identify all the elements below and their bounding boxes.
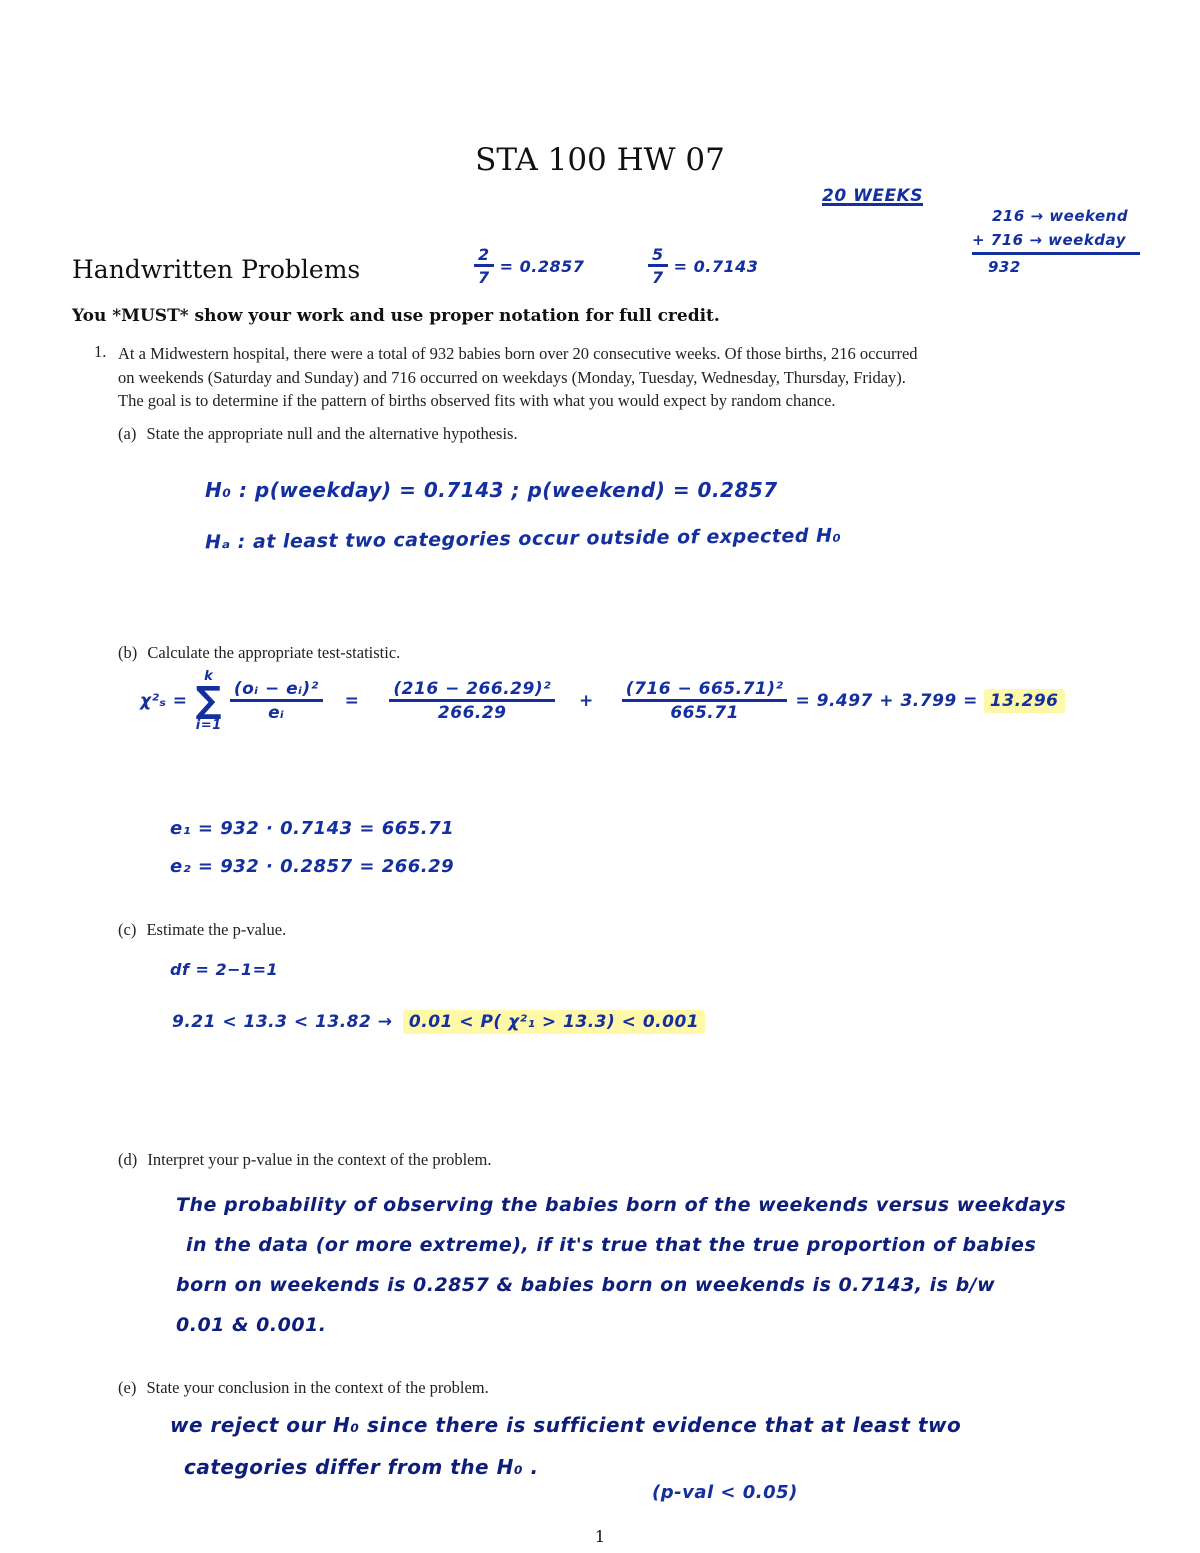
interpretation-line: in the data (or more extreme), if it's true that the true proportion of babies: [186, 1234, 1037, 1256]
weekend-term: [389, 680, 555, 722]
fraction-numerator: 2: [474, 246, 494, 267]
fraction-value: = 0.2857: [499, 256, 585, 276]
interpretation-line: 0.01 & 0.001.: [176, 1314, 327, 1336]
part-c-prompt: [118, 920, 286, 940]
summation: [196, 670, 222, 732]
fraction-denominator: 7: [652, 267, 664, 287]
chi-square-lhs: χ²ₛ =: [140, 691, 188, 711]
plus-sign: +: [579, 691, 594, 711]
sum-total: 932: [988, 258, 1021, 276]
p-value-note: (p-val < 0.05): [652, 1482, 798, 1503]
chi-square-formula: [140, 670, 1065, 732]
instruction: You *MUST* show your work and use proper notation for full credit.: [72, 306, 720, 326]
sum-line-weekend: 216 → weekend: [992, 207, 1129, 225]
problem-line: The goal is to determine if the pattern of births observed fits with what you would expect by random chance.: [118, 391, 836, 410]
null-hypothesis: H₀ : p(weekday) = 0.7143 ; p(weekend) = 0.2857: [205, 478, 778, 502]
conclusion-line: we reject our H₀ since there is sufficient evidence that at least two: [170, 1413, 962, 1437]
fraction-weekday-note: [648, 246, 758, 286]
p-value-interval: 0.01 < P( χ²₁ > 13.3) < 0.001: [403, 1010, 705, 1034]
p-value-estimate: [172, 1012, 705, 1032]
fraction-value: = 0.7143: [673, 256, 759, 276]
part-e-prompt: [118, 1378, 489, 1398]
term-numerator: (oᵢ − eᵢ)²: [230, 680, 323, 702]
part-a-prompt: [118, 424, 518, 444]
equals-sign: =: [344, 691, 360, 711]
summation-top: k: [204, 669, 214, 684]
summation-icon: ∑: [195, 680, 222, 721]
fraction-denominator: 7: [478, 267, 490, 287]
p-value-interpretation: [176, 1185, 1066, 1345]
section-title: Handwritten Problems: [72, 255, 361, 284]
expected-e1: e₁ = 932 · 0.7143 = 665.71: [170, 818, 455, 839]
test-statistic-result: 13.296: [984, 689, 1065, 713]
expected-e2: e₂ = 932 · 0.2857 = 266.29: [170, 856, 455, 877]
result-prefix: = 9.497 + 3.799 =: [795, 691, 978, 711]
part-label: (d): [118, 1150, 138, 1169]
fraction-numerator: 5: [648, 246, 668, 267]
sum-line-weekday: + 716 → weekday: [972, 228, 1140, 255]
summation-bottom: i=1: [195, 718, 222, 733]
fraction-weekend-note: [474, 246, 584, 286]
weekday-term-denominator: 665.71: [670, 702, 739, 723]
weekend-term-denominator: 266.29: [437, 702, 507, 723]
part-prompt: State the appropriate null and the alternative hypothesis.: [146, 424, 518, 443]
weeks-note: 20 WEEKS: [822, 186, 923, 206]
interpretation-line: The probability of observing the babies born of the weekends versus weekdays: [176, 1194, 1067, 1216]
part-prompt: State your conclusion in the context of the problem.: [146, 1378, 489, 1397]
page-number: 1: [594, 1527, 606, 1546]
conclusion: [170, 1404, 961, 1488]
conclusion-line: categories differ from the H₀ .: [184, 1455, 539, 1479]
term-fraction: [230, 680, 323, 722]
part-label: (a): [118, 424, 137, 443]
sum-note: [972, 204, 1140, 279]
part-label: (b): [118, 643, 138, 662]
alternative-hypothesis: Hₐ : at least two categories occur outside of expected H₀: [204, 524, 842, 554]
part-prompt: Estimate the p-value.: [146, 920, 287, 939]
part-prompt: Interpret your p-value in the context of the problem.: [147, 1150, 492, 1169]
part-label: (c): [118, 920, 137, 939]
problem-text: [118, 342, 918, 413]
part-d-prompt: [118, 1150, 491, 1170]
part-label: (e): [118, 1378, 137, 1397]
part-b-prompt: [118, 643, 400, 663]
part-prompt: Calculate the appropriate test-statistic.: [147, 643, 401, 662]
degrees-of-freedom: df = 2−1=1: [170, 960, 279, 979]
problem-number: 1.: [94, 342, 107, 361]
page-title: STA 100 HW 07: [475, 142, 725, 178]
weekday-term-numerator: (716 − 665.71)²: [622, 680, 788, 702]
weekday-term: [622, 680, 788, 722]
weekend-term-numerator: (216 − 266.29)²: [389, 680, 555, 702]
chi-square-bounds: 9.21 < 13.3 < 13.82 →: [172, 1012, 393, 1032]
term-denominator: eᵢ: [268, 702, 285, 723]
interpretation-line: born on weekends is 0.2857 & babies born on weekends is 0.7143, is b/w: [176, 1274, 996, 1296]
problem-line: At a Midwestern hospital, there were a total of 932 babies born over 20 consecutive weeks. Of those births, 216 occurred: [118, 344, 918, 363]
problem-line: on weekends (Saturday and Sunday) and 716 occurred on weekdays (Monday, Tuesday, Wednesday, Thursday, Friday).: [118, 367, 906, 387]
